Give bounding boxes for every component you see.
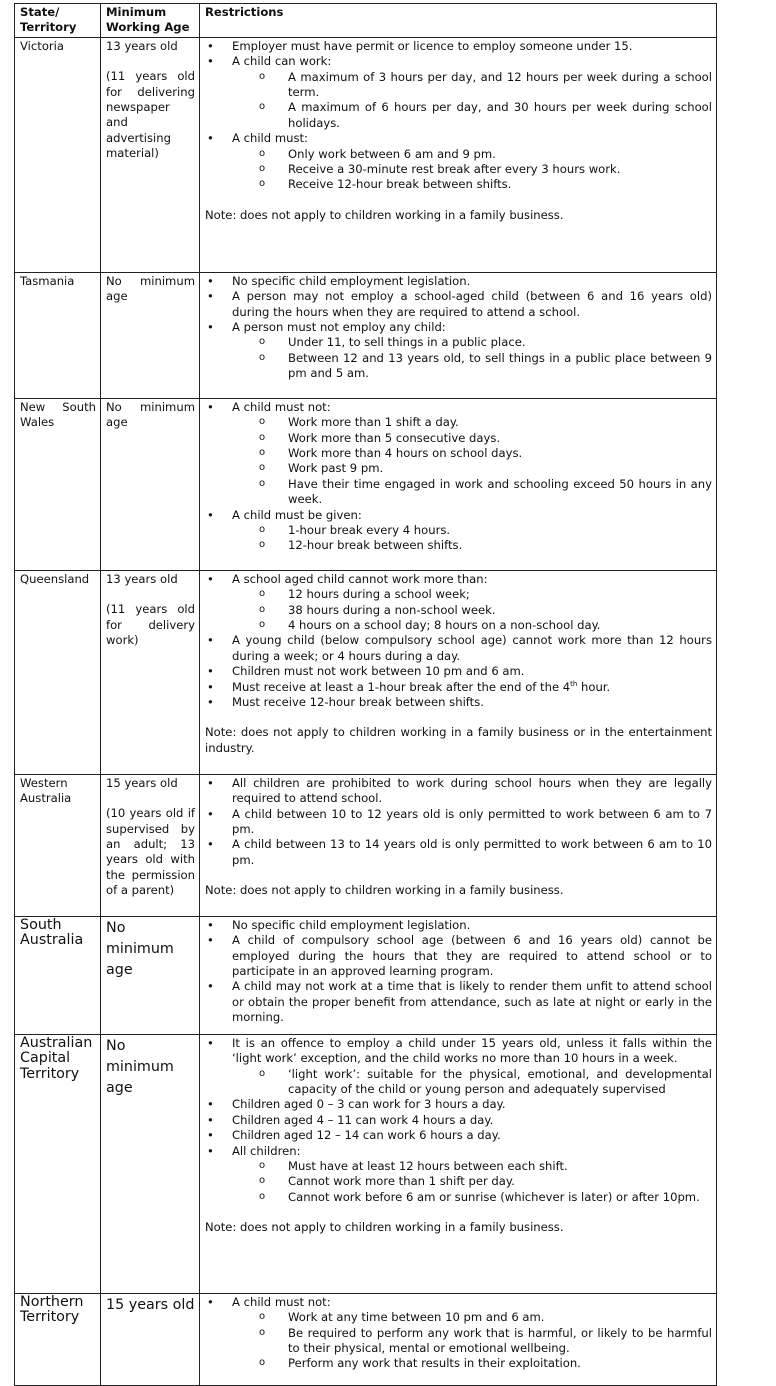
state-cell: Queensland	[15, 570, 101, 774]
restriction-list	[205, 274, 712, 382]
sub-item: o 4 hours on a school day; 8 hours on a non-school day.	[288, 618, 712, 633]
sub-list	[232, 1067, 712, 1098]
restriction-text: A child must not:	[232, 399, 331, 414]
restrictions-cell	[200, 570, 717, 774]
note-text: Note: does not apply to children working in a family business.	[205, 1220, 564, 1235]
restrictions-cell	[200, 1293, 717, 1385]
header-min-age: Minimum Working Age	[101, 4, 200, 38]
age-main: 15 years old	[106, 775, 178, 790]
restriction-item: • Children aged 12 – 14 can work 6 hours a day.	[232, 1128, 712, 1143]
state-cell: Western Australia	[15, 774, 101, 916]
age-main: No minimum age	[106, 919, 174, 978]
sub-list	[232, 70, 712, 132]
restriction-item: • A person may not employ a school-aged child (between 6 and 16 years old) during the hours when they are required to attend a school.	[232, 289, 712, 320]
child-employment-table	[14, 3, 717, 1386]
sub-item: o Work more than 4 hours on school days.	[288, 446, 712, 461]
restrictions-cell	[200, 774, 717, 916]
age-note: (10 years old if supervised by an adult; 13 years old with the permission of a parent)	[106, 806, 195, 898]
sub-item: o Cannot work more than 1 shift per day.	[288, 1174, 712, 1189]
sub-item: o A maximum of 6 hours per day, and 30 hours per week during school holidays.	[288, 100, 712, 131]
sub-item: o Perform any work that results in their exploitation.	[288, 1356, 712, 1371]
age-cell	[101, 1034, 200, 1293]
sub-list	[232, 1310, 712, 1372]
age-main: No minimum age	[106, 273, 195, 304]
restriction-text: A school aged child cannot work more than:	[232, 571, 488, 586]
restriction-text: All children:	[232, 1143, 301, 1158]
restriction-text: Must receive at least a 1-hour break after the end of the 4	[232, 679, 571, 694]
sub-list	[232, 523, 712, 554]
age-cell	[101, 916, 200, 1034]
restriction-item	[232, 54, 712, 131]
restriction-item: • All children are prohibited to work during school hours when they are legally required to attend school.	[232, 776, 712, 807]
sub-item: o Have their time engaged in work and schooling exceed 50 hours in any week.	[288, 477, 712, 508]
state-cell: Victoria	[15, 37, 101, 272]
restriction-item: • A child between 13 to 14 years old is only permitted to work between 6 am to 10 pm.	[232, 837, 712, 868]
sub-item: o 1-hour break every 4 hours.	[288, 523, 712, 538]
restriction-text: A child can work:	[232, 54, 332, 69]
sub-item: o Only work between 6 am and 9 pm.	[288, 147, 712, 162]
table-row-wa	[15, 774, 717, 916]
sub-item: o 12-hour break between shifts.	[288, 538, 712, 553]
restriction-text: A child must not:	[232, 1294, 331, 1309]
age-main: No minimum age	[106, 399, 195, 430]
restriction-item	[232, 400, 712, 508]
restriction-item: • A child between 10 to 12 years old is only permitted to work between 6 am to 7 pm.	[232, 807, 712, 838]
restriction-text: A child must be given:	[232, 507, 362, 522]
sub-item: o Cannot work before 6 am or sunrise (whichever is later) or after 10pm.	[288, 1190, 712, 1205]
sub-item: o 38 hours during a non-school week.	[288, 603, 712, 618]
restriction-item: • Children aged 4 – 11 can work 4 hours a day.	[232, 1113, 712, 1128]
age-main: 15 years old	[106, 1296, 195, 1313]
restriction-item: • A child of compulsory school age (between 6 and 16 years old) cannot be employed during the hours that they are required to attend school or to participate in an approved learning program.	[232, 933, 712, 979]
header-state: State/ Territory	[15, 4, 101, 38]
note-text: Note: does not apply to children working in a family business.	[205, 207, 564, 222]
state-cell: New South Wales	[15, 398, 101, 570]
restriction-list	[205, 918, 712, 1026]
restriction-item: • Must receive 12-hour break between shifts.	[232, 695, 712, 710]
sub-list	[232, 335, 712, 381]
restriction-item	[232, 320, 712, 382]
restriction-item: • A child may not work at a time that is likely to render them unfit to attend school or obtain the proper benefit from attendance, such as late at night or early in the morning.	[232, 979, 712, 1025]
age-main: No minimum age	[106, 1037, 174, 1096]
sub-list	[232, 1159, 712, 1205]
age-cell	[101, 398, 200, 570]
state-cell: Northern Territory	[15, 1293, 101, 1385]
table-row-tasmania	[15, 272, 717, 398]
restrictions-cell	[200, 1034, 717, 1293]
restriction-item: • No specific child employment legislation.	[232, 274, 712, 289]
sub-item: o Be required to perform any work that is harmful, or likely to be harmful to their physical, mental or emotional wellbeing.	[288, 1326, 712, 1357]
sub-list	[232, 147, 712, 193]
note-text: Note: does not apply to children working in a family business or in the entertainment industry.	[205, 725, 712, 755]
sub-item: o Work at any time between 10 pm and 6 am.	[288, 1310, 712, 1325]
ordinal-suffix: th	[570, 679, 578, 688]
age-main: 13 years old	[106, 38, 178, 53]
sub-item: o Between 12 and 13 years old, to sell things in a public place between 9 pm and 5 am.	[288, 351, 712, 382]
restriction-list	[205, 39, 712, 193]
age-cell	[101, 37, 200, 272]
restriction-item: • Children must not work between 10 pm and 6 am.	[232, 664, 712, 679]
note-text: Note: does not apply to children working in a family business.	[205, 883, 564, 898]
age-cell	[101, 1293, 200, 1385]
sub-list	[232, 415, 712, 507]
sub-list	[232, 587, 712, 633]
restrictions-cell	[200, 272, 717, 398]
header-restrictions: Restrictions	[200, 4, 717, 38]
restriction-item	[232, 1295, 712, 1372]
table-row-sa	[15, 916, 717, 1034]
header-row	[15, 4, 717, 38]
table-row-nsw	[15, 398, 717, 570]
restriction-item	[232, 680, 712, 695]
restriction-list	[205, 400, 712, 554]
restriction-text: It is an offence to employ a child under 15 years old, unless it falls within the ‘light work’ exception, and the child works no more than 10 hours in a week.	[232, 1035, 712, 1066]
restriction-list	[205, 1036, 712, 1205]
restriction-item	[232, 572, 712, 634]
age-cell	[101, 570, 200, 774]
age-cell	[101, 774, 200, 916]
state-cell: Australian Capital Territory	[15, 1034, 101, 1293]
restriction-item	[232, 1036, 712, 1098]
state-cell: South Australia	[15, 916, 101, 1034]
sub-item: o Work more than 1 shift a day.	[288, 415, 712, 430]
table-row-victoria	[15, 37, 717, 272]
restriction-list	[205, 776, 712, 868]
sub-item: o Work more than 5 consecutive days.	[288, 431, 712, 446]
sub-item: o Receive 12-hour break between shifts.	[288, 177, 712, 192]
restriction-text: A person must not employ any child:	[232, 320, 446, 335]
restriction-list	[205, 572, 712, 711]
age-note: (11 years old for delivery work)	[106, 602, 195, 648]
restriction-item: • No specific child employment legislation.	[232, 918, 712, 933]
restriction-text: hour.	[577, 679, 611, 694]
restriction-text: A child must:	[232, 131, 308, 146]
restriction-item: • A young child (below compulsory school age) cannot work more than 12 hours during a week; or 4 hours during a day.	[232, 633, 712, 664]
restrictions-cell	[200, 37, 717, 272]
age-note: (11 years old for delivering newspaper and advertising material)	[106, 69, 195, 161]
age-cell	[101, 272, 200, 398]
sub-item: o A maximum of 3 hours per day, and 12 hours per week during a school term.	[288, 70, 712, 101]
table-row-nt	[15, 1293, 717, 1385]
table-row-queensland	[15, 570, 717, 774]
restriction-item: • Children aged 0 – 3 can work for 3 hours a day.	[232, 1097, 712, 1112]
restriction-item	[232, 1144, 712, 1206]
sub-item: o 12 hours during a school week;	[288, 587, 712, 602]
restriction-item	[232, 131, 712, 193]
sub-item: o Receive a 30-minute rest break after every 3 hours work.	[288, 162, 712, 177]
sub-item: o Must have at least 12 hours between each shift.	[288, 1159, 712, 1174]
restriction-item: • Employer must have permit or licence to employ someone under 15.	[232, 39, 712, 54]
table-row-act	[15, 1034, 717, 1293]
sub-item: o Work past 9 pm.	[288, 461, 712, 476]
sub-item: o ‘light work’: suitable for the physical, emotional, and developmental capacity of the child or young person and adequately supervised	[288, 1067, 712, 1098]
age-main: 13 years old	[106, 571, 178, 586]
state-cell: Tasmania	[15, 272, 101, 398]
restriction-list	[205, 1295, 712, 1372]
restrictions-cell	[200, 398, 717, 570]
sub-item: o Under 11, to sell things in a public place.	[288, 335, 712, 350]
restrictions-cell	[200, 916, 717, 1034]
restriction-item	[232, 508, 712, 554]
